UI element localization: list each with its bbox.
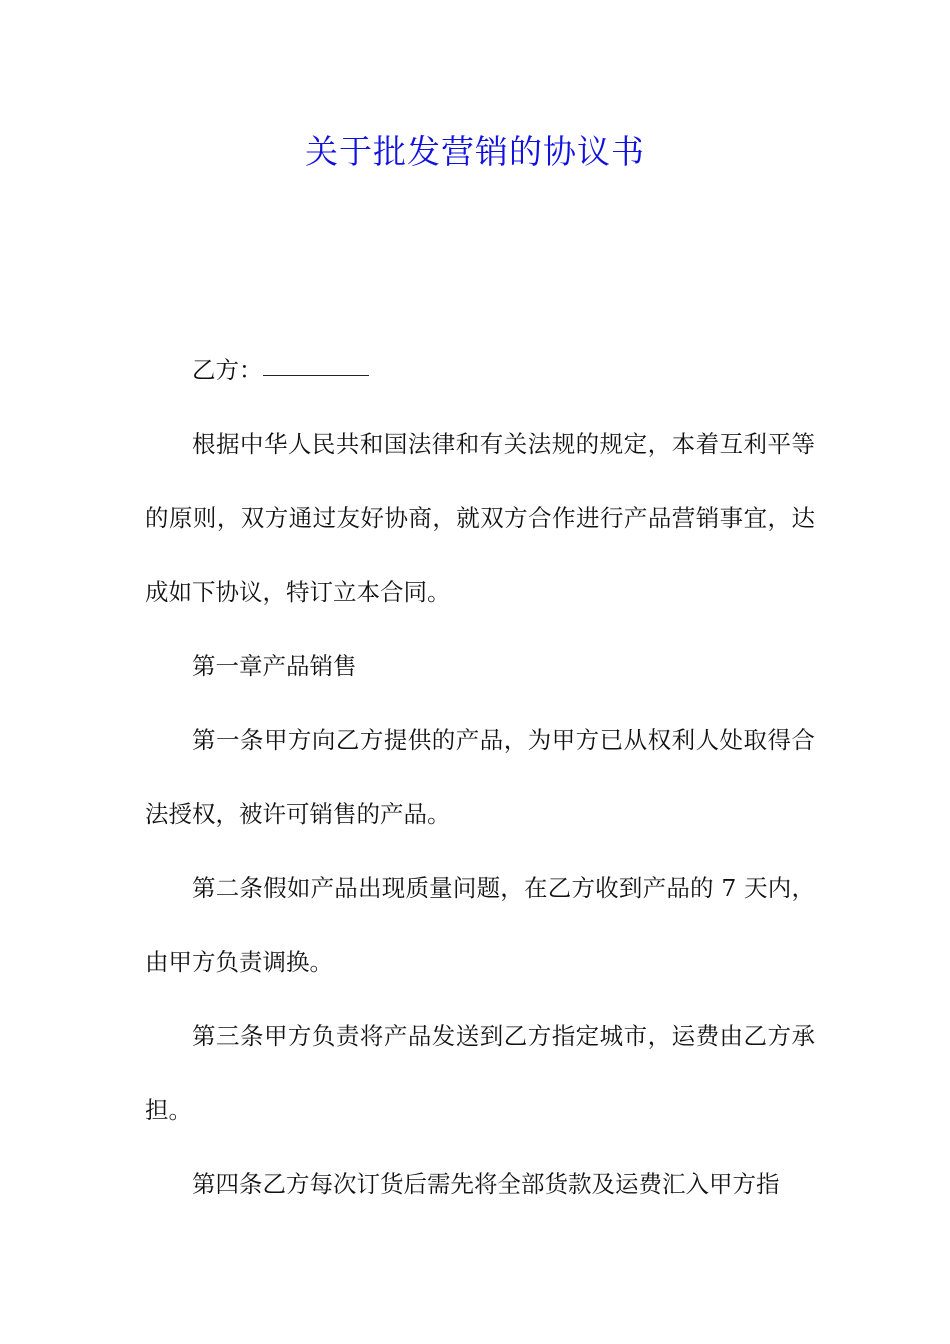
article-4: 第四条乙方每次订货后需先将全部货款及运费汇入甲方指 — [192, 1170, 780, 1198]
document-body — [145, 333, 815, 1221]
chapter-heading: 第一章产品销售 — [192, 652, 357, 680]
party-b-line — [145, 333, 815, 407]
document-title: 关于批发营销的协议书 — [305, 132, 645, 171]
party-b-label: 乙方： — [192, 356, 263, 384]
paragraph-preamble: 根据中华人民共和国法律和有关法规的规定，本着互利平等的原则，双方通过友好协商，就双方合作进行产品营销事宜，达成如下协议，特订立本合同。 — [145, 430, 815, 606]
party-b-blank-field — [263, 361, 369, 376]
article-3: 第三条甲方负责将产品发送到乙方指定城市，运费由乙方承担。 — [145, 1022, 815, 1124]
article-1: 第一条甲方向乙方提供的产品，为甲方已从权利人处取得合法授权，被许可销售的产品。 — [145, 726, 815, 828]
article-2: 第二条假如产品出现质量问题，在乙方收到产品的 7 天内，由甲方负责调换。 — [145, 874, 815, 976]
